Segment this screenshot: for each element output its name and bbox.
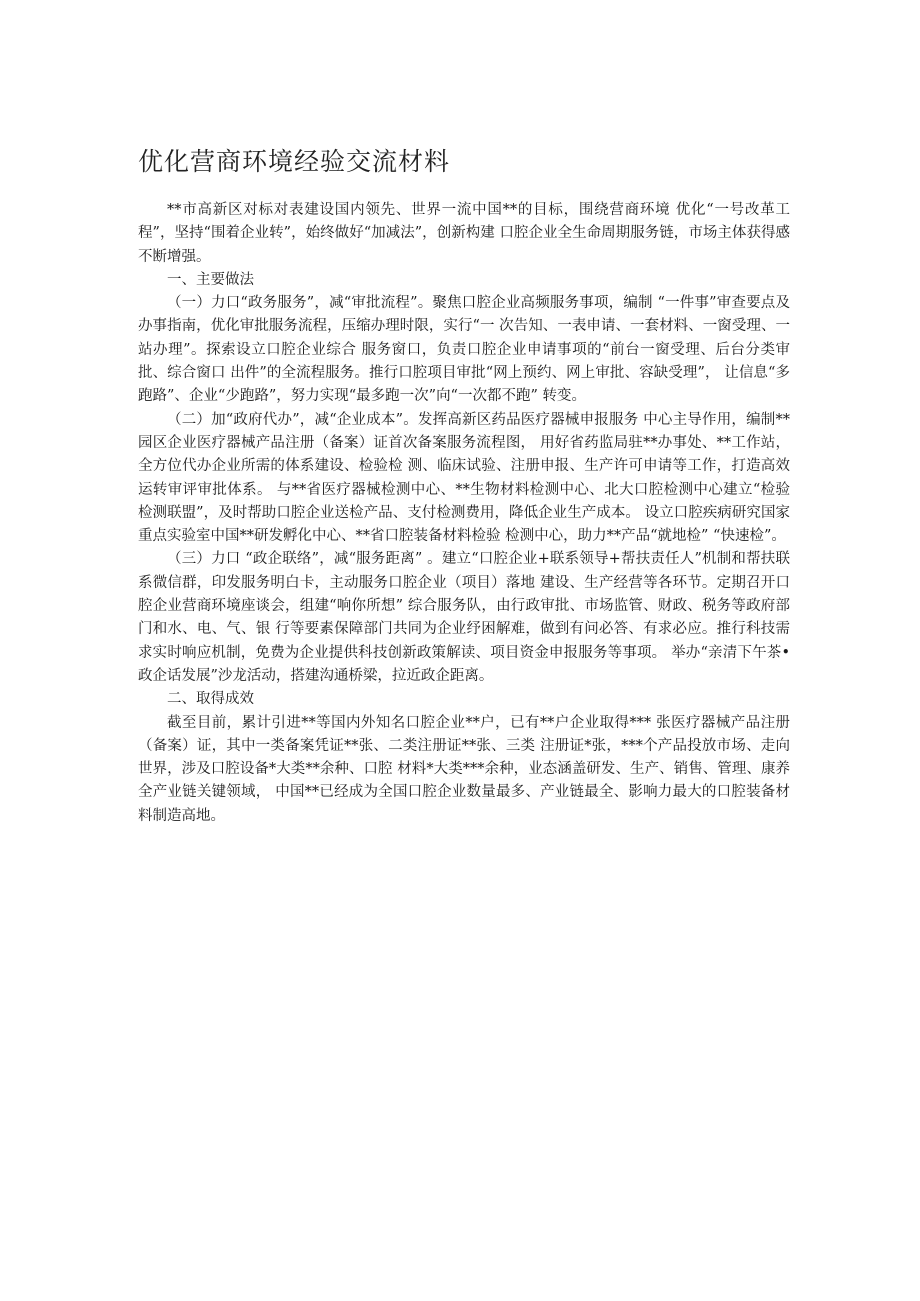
section-heading-main-practices: 一、主要做法 [167, 271, 254, 288]
paragraph-government-agency: （二）加“政府代办”，减“企业成本”。发挥高新区药品医疗器械申报服务 中心主导作用，编制**园区企业医疗器械产品注册（备案）证首次备案服务流程图， 用好省药监局驻**办事处、**工作站，全方位代办企业所需的体系建设、检验检 测、临床试验、注册申报、生产许可申请等工作，打造高效运转审评审批体系。 与**省医疗器械检测中心、**生物材料检测中心、北大口腔检测中心建立“检验 检测联盟”，及时帮助口腔企业送检产品、支付检测费用，降低企业生产成本。 设立口腔疾病研究国家重点实验室中国**研发孵化中心、**省口腔装备材料检验 检测中心，助力**产品“就地检” “快速检”。 [138, 411, 790, 545]
document-body [138, 199, 790, 828]
paragraph-achievements: 截至目前，累计引进**等国内外知名口腔企业**户，已有**户企业取得*** 张医疗器械产品注册（备案）证，其中一类备案凭证**张、二类注册证**张、三类 注册证*张，***个产品投放市场、走向世界，涉及口腔设备*大类**余种、口腔 材料*大类***余种，业态涵盖研发、生产、销售、管理、康养全产业链关键领域， 中国**已经成为全国口腔企业数量最多、产业链最全、影响力最大的口腔装备材 料制造高地。 [138, 714, 790, 824]
paragraph-government-services: （一）力口“政务服务”，减“审批流程”。聚焦口腔企业高频服务事项，编制 “一件事”审查要点及办事指南，优化审批服务流程，压缩办理时限，实行“一 次告知、一表申请、一套材料、一窗受理、一站办理”。探索设立口腔企业综合 服务窗口，负责口腔企业申请事项的“前台一窗受理、后台分类审批、综合窗口 出件”的全流程服务。推行口腔项目审批“网上预约、网上审批、容缺受理”， 让信息“多跑路”、企业“少跑路”，努力实现“最多跑一次”向“一次都不跑” 转变。 [138, 295, 790, 405]
paragraph-enterprise-liaison: （三）力口 “政企联络”，减“服务距离” 。建立“口腔企业+联系领导+帮扶责任人”机制和帮扶联系微信群，印发服务明白卡，主动服务口腔企业（项目）落地 建设、生产经营等各环节。定期召开口腔企业营商环境座谈会，组建“响你所想” 综合服务队，由行政审批、市场监管、财政、税务等政府部门和水、电、气、银 行等要素保障部门共同为企业纾困解难，做到有问必答、有求必应。推行科技需 求实时响应机制，免费为企业提供科技创新政策解读、项目资金申报服务等事项。 举办“亲清下午茶•政企话发展”沙龙活动，搭建沟通桥梁，拉近政企距离。 [138, 551, 790, 684]
intro-paragraph: **市高新区对标对表建设国内领先、世界一流中国**的目标，围绕营商环境 优化“一号改革工程”，坚持“围着企业转”，始终做好“加减法”，创新构建 口腔企业全生命周期服务链，市场主体获得感不断增强。 [138, 202, 790, 265]
document-page [138, 0, 790, 1301]
section-heading-achievements: 二、取得成效 [167, 691, 254, 708]
document-title: 优化营商环境经验交流材料 [138, 147, 451, 176]
